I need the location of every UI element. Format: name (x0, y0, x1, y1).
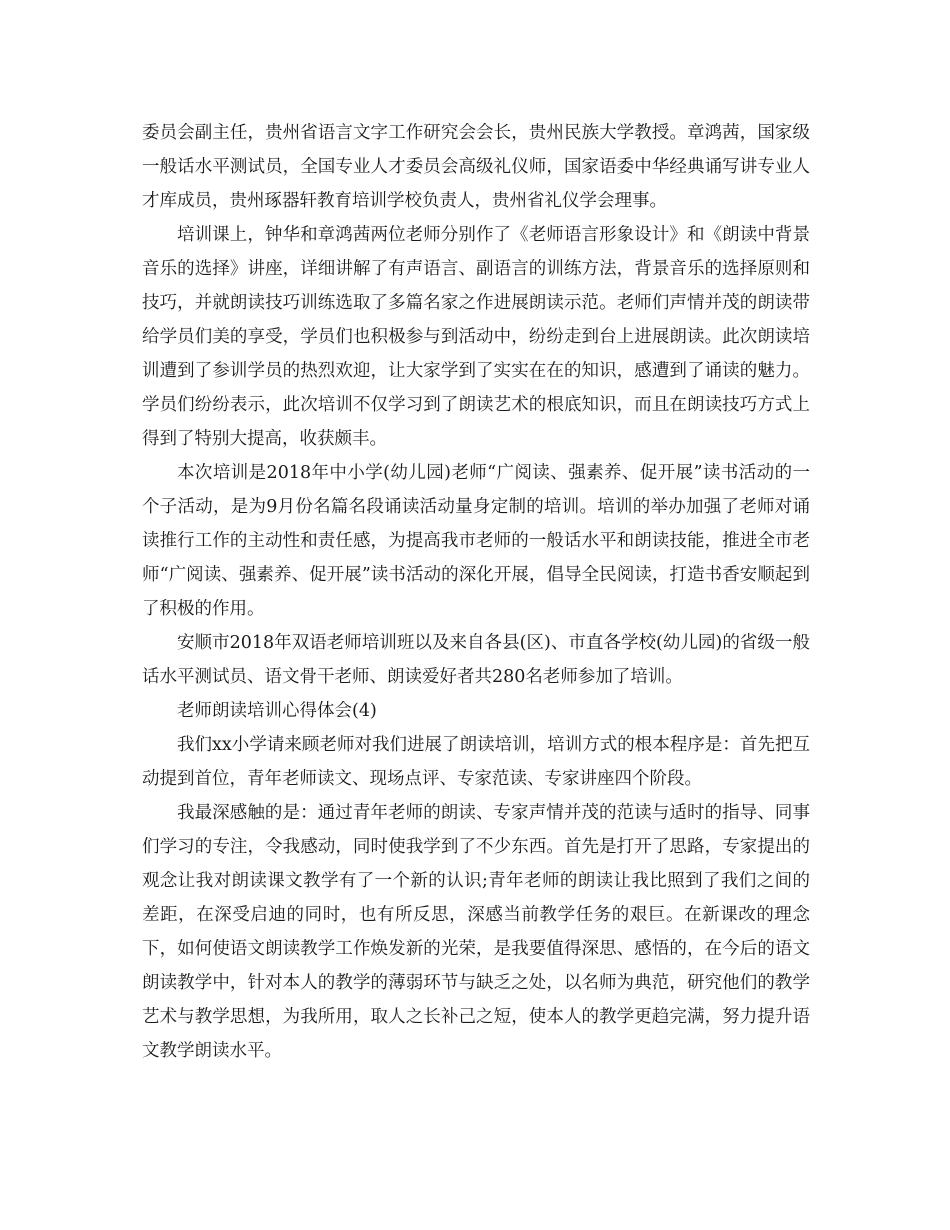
section-heading: 老师朗读培训心得体会(4) (177, 701, 377, 721)
paragraph-training-class: 培训课上，钟华和章鸿茜两位老师分别作了《老师语言形象设计》和《朗读中背景音乐的选择》讲座，详细讲解了有声语言、副语言的训练方法，背景音乐的选择原则和技巧，并就朗读技巧训练选取了多篇名家之作进展朗读示范。老师们声情并茂的朗读带给学员们美的享受，学员们也积极参与到活动中，纷纷走到台上进展朗读。此次朗读培训遭到了参训学员的热烈欢迎，让大家学到了实实在在的知识，感遭到了诵读的魅力。学员们纷纷表示，此次培训不仅学习到了朗读艺术的根底知识，而且在朗读技巧方式上得到了特别大提高，收获颇丰。 (142, 225, 810, 449)
paragraph-training-purpose: 本次培训是2018年中小学(幼儿园)老师“广阅读、强素养、促开展”读书活动的一个子活动，是为9月份名篇名段诵读活动量身定制的培训。培训的举办加强了老师对诵读推行工作的主动性和责任感，为提高我市老师的一般话水平和朗读技能，推进全市老师“广阅读、强素养、促开展”读书活动的深化开展，倡导全民阅读，打造书香安顺起到了积极的作用。 (142, 463, 810, 619)
paragraph-school-training: 我们xx小学请来顾老师对我们进展了朗读培训，培训方式的根本程序是：首先把互动提到首位，青年老师读文、现场点评、专家范读、专家讲座四个阶段。 (142, 735, 810, 789)
paragraph-reflection: 我最深感触的是：通过青年老师的朗读、专家声情并茂的范读与适时的指导、同事们学习的专注，令我感动，同时使我学到了不少东西。首先是打开了思路，专家提出的观念让我对朗读课文教学有了一个新的认识;青年老师的朗读让我比照到了我们之间的差距，在深受启迪的同时，也有所反思，深感当前教学任务的艰巨。在新课改的理念下，如何使语文朗读教学工作焕发新的光荣，是我要值得深思、感悟的，在今后的语文朗读教学中，针对本人的教学的薄弱环节与缺乏之处，以名师为典范，研究他们的教学艺术与教学思想，为我所用，取人之长补己之短，使本人的教学更趋完满，努力提升语文教学朗读水平。 (142, 803, 810, 1061)
document-body (142, 116, 810, 1068)
paragraph-continued: 委员会副主任，贵州省语言文字工作研究会会长，贵州民族大学教授。章鸿茜，国家级一般话水平测试员，全国专业人才委员会高级礼仪师，国家语委中华经典诵写讲专业人才库成员，贵州琢器轩教育培训学校负责人，贵州省礼仪学会理事。 (142, 123, 810, 211)
paragraph-participants: 安顺市2018年双语老师培训班以及来自各县(区)、市直各学校(幼儿园)的省级一般话水平测试员、语文骨干老师、朗读爱好者共280名老师参加了培训。 (142, 633, 810, 687)
